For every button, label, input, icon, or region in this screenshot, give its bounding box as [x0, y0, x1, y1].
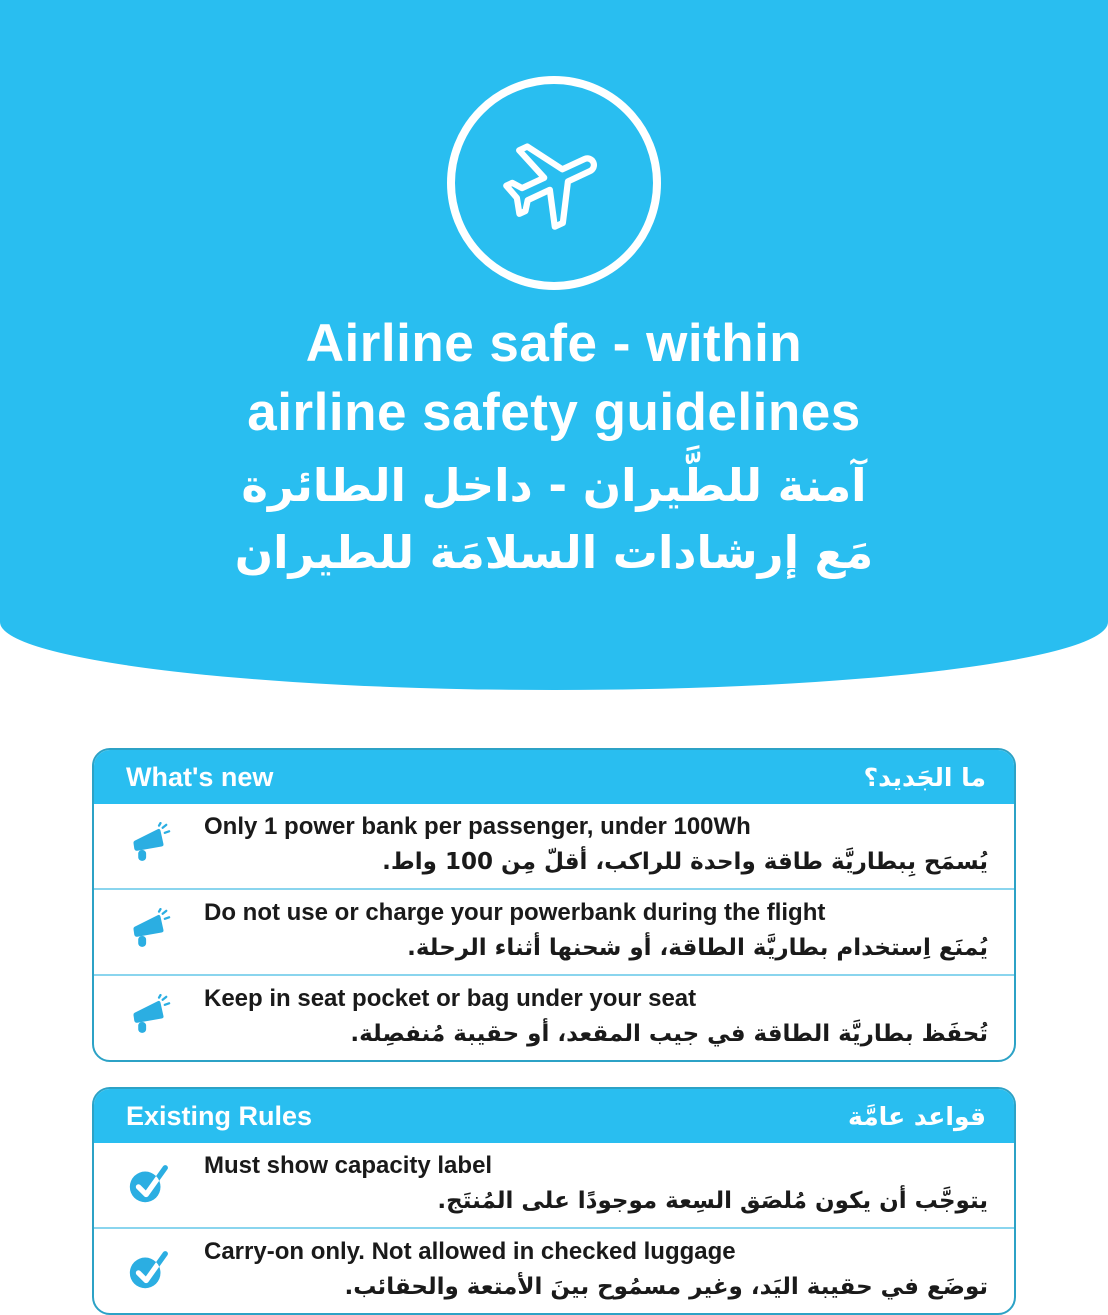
whats-new-title: What's new: [126, 761, 274, 792]
list-item-text: [204, 1237, 988, 1303]
list-item-english: Do not use or charge your powerbank during the flight: [204, 899, 826, 927]
list-item: [94, 1143, 1014, 1227]
existing-rules-card: [92, 1087, 1016, 1315]
megaphone-icon: [94, 822, 204, 868]
list-item-arabic: يُسمَح بِبطاريَّة طاقة واحدة للراكب، أقلّ مِن 100 واط.: [382, 849, 988, 875]
list-item-arabic: توضَع في حقيبة اليَد، وغير مسمُوح بينَ الأمتعة والحقائب.: [344, 1274, 988, 1301]
hero-background: [0, 0, 1108, 622]
list-item-english: Carry-on only. Not allowed in checked luggage: [204, 1238, 736, 1266]
list-item-text: [204, 984, 988, 1050]
airplane-icon: [483, 112, 625, 254]
page-title-line1: Airline safe - within: [305, 314, 803, 373]
airplane-icon-circle: [447, 76, 661, 290]
page-title: [247, 310, 860, 448]
list-item-arabic: يتوجَّب أن يكون مُلصَق السِعة موجودًا على المُنتَج.: [437, 1188, 988, 1214]
list-item-arabic: يُمنَع اِستخدام بطاريَّة الطاقة، أو شحنها أثناء الرحلة.: [407, 935, 988, 962]
whats-new-title-arabic: ما الجَديد؟: [863, 762, 986, 792]
list-item: [94, 888, 1014, 974]
list-item: [94, 974, 1014, 1060]
whats-new-header: [94, 750, 1014, 804]
list-item: [94, 1227, 1014, 1313]
list-item-english: Must show capacity label: [204, 1152, 493, 1179]
hero-curved-edge: [0, 622, 1108, 690]
check-badge-icon: [94, 1161, 204, 1207]
page-title-line2: airline safety guidelines: [247, 382, 861, 442]
list-item: [94, 804, 1014, 888]
check-badge-icon: [94, 1247, 204, 1293]
megaphone-icon: [94, 908, 204, 954]
list-item-text: [204, 1151, 988, 1217]
existing-rules-title-arabic: قواعد عامَّة: [848, 1101, 986, 1131]
whats-new-card: [92, 748, 1016, 1062]
list-item-text: [204, 812, 988, 878]
page-title-ar-line2: مَع إرشادات السلامَة للطيران: [234, 526, 874, 580]
list-item-text: [204, 898, 988, 964]
existing-rules-header: [94, 1089, 1014, 1143]
page-title-ar-line1: آمنة للطَّيران - داخل الطائرة: [241, 458, 867, 512]
list-item-english: Only 1 power bank per passenger, under 100Wh: [204, 813, 751, 840]
list-item-arabic: تُحفَظ بطاريَّة الطاقة في جيب المقعد، أو حقيبة مُنفصِلة.: [350, 1021, 988, 1048]
page-title-arabic: [235, 452, 874, 587]
list-item-english: Keep in seat pocket or bag under your seat: [204, 985, 697, 1013]
existing-rules-title: Existing Rules: [126, 1100, 313, 1131]
megaphone-icon: [94, 994, 204, 1040]
